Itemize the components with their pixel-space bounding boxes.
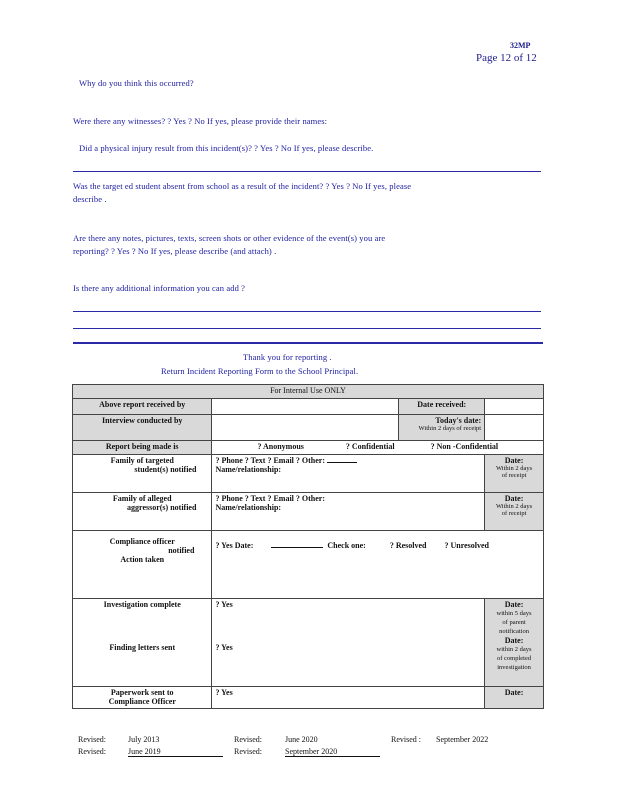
family-target-contact xyxy=(212,455,485,493)
form-code: 32MP xyxy=(510,41,531,50)
rev3-label: Revised: xyxy=(234,735,262,744)
receipt-note: of receipt xyxy=(501,472,527,479)
family-target-line2: student(s) notified xyxy=(134,465,197,474)
name-relationship-label: Name/relationship: xyxy=(215,465,282,474)
paperwork-yes[interactable]: ? Yes xyxy=(212,687,485,709)
investigation-label: Investigation complete xyxy=(103,600,181,609)
name-relationship-label: Name/relationship: xyxy=(215,503,282,512)
within-5-note: within 5 days xyxy=(496,610,532,617)
compliance-line3: Action taken xyxy=(120,555,165,564)
family-aggressor-label xyxy=(73,493,212,531)
question-evidence: Are there any notes, pictures, texts, screen shots or other evidence of the event(s) you are xyxy=(73,233,386,243)
interview-label: Interview conducted by xyxy=(73,415,212,441)
internal-use-header: For Internal Use ONLY xyxy=(73,385,544,399)
investigation-label-cell xyxy=(73,599,212,687)
question-absent-cont: describe . xyxy=(73,194,107,204)
interview-field[interactable] xyxy=(212,415,399,441)
contact-options[interactable]: ? Phone ? Text ? Email ? Other: xyxy=(215,456,325,465)
within-note: Within 2 days xyxy=(495,503,533,510)
date-label: Date: xyxy=(504,600,524,609)
compliance-date-field[interactable] xyxy=(271,547,323,548)
completed-note: of completed xyxy=(496,655,532,662)
receipt-note: of receipt xyxy=(501,510,527,517)
rev2-label: Revised: xyxy=(78,747,106,756)
investigation-date xyxy=(485,599,544,687)
todays-date-cell xyxy=(399,415,485,441)
paperwork-line2: Compliance Officer xyxy=(108,697,176,706)
received-by-field[interactable] xyxy=(212,399,399,415)
thanks-line: Thank you for reporting . xyxy=(243,352,332,362)
date-received-label: Date received: xyxy=(399,399,485,415)
rev1-date: July 2013 xyxy=(128,735,160,744)
of-parent-note: of parent xyxy=(502,619,526,626)
date-received-field[interactable] xyxy=(485,399,544,415)
question-why: Why do you think this occurred? xyxy=(79,78,194,88)
non-confidential-option[interactable]: ? Non -Confidential xyxy=(430,442,499,451)
date-label: Date: xyxy=(504,456,524,465)
family-target-date xyxy=(485,455,544,493)
report-type-options xyxy=(212,441,544,455)
investigation-fields xyxy=(212,599,485,687)
within-2-note: within 2 days xyxy=(496,646,532,653)
family-aggressor-line2: aggressor(s) notified xyxy=(127,503,197,512)
within-receipt-note: Within 2 days of receipt xyxy=(418,425,482,432)
investigation-note: investigation xyxy=(497,664,531,671)
todays-date-field[interactable] xyxy=(485,415,544,441)
family-target-label xyxy=(73,455,212,493)
rev5-label: Revised : xyxy=(391,735,421,744)
rev4-label: Revised: xyxy=(234,747,262,756)
rev1-label: Revised: xyxy=(78,735,106,744)
answer-line[interactable] xyxy=(73,328,541,329)
compliance-line2: notified xyxy=(168,546,195,555)
answer-line[interactable] xyxy=(73,342,543,344)
other-field[interactable] xyxy=(327,462,357,463)
return-instructions: Return Incident Reporting Form to the School Principal. xyxy=(161,366,359,376)
family-target-line1: Family of targeted xyxy=(110,456,174,465)
resolved-option[interactable]: ? Resolved xyxy=(389,541,427,550)
page-number: Page 12 of 12 xyxy=(476,52,537,64)
question-absent: Was the target ed student absent from school as a result of the incident? ? Yes ? No If yes, please xyxy=(73,181,412,191)
confidential-option[interactable]: ? Confidential xyxy=(345,442,395,451)
within-note: Within 2 days xyxy=(495,465,533,472)
rev3-date: June 2020 xyxy=(285,735,318,744)
rev5-date: September 2022 xyxy=(436,735,489,744)
report-made-label: Report being made is xyxy=(73,441,212,455)
family-aggressor-date xyxy=(485,493,544,531)
internal-use-table xyxy=(72,384,544,709)
unresolved-option[interactable]: ? Unresolved xyxy=(444,541,490,550)
received-by-label: Above report received by xyxy=(73,399,212,415)
family-aggressor-line1: Family of alleged xyxy=(112,494,172,503)
notification-note: notification xyxy=(499,628,530,635)
compliance-fields xyxy=(212,531,544,599)
compliance-line1: Compliance officer xyxy=(109,537,175,546)
question-witnesses: Were there any witnesses? ? Yes ? No If yes, please provide their names: xyxy=(73,116,328,126)
rev2-date: June 2019 xyxy=(128,747,223,757)
anonymous-option[interactable]: ? Anonymous xyxy=(257,442,304,451)
finding-letters-yes[interactable]: ? Yes xyxy=(215,643,233,652)
paperwork-label xyxy=(73,687,212,709)
date-label: Date: xyxy=(504,636,524,645)
finding-letters-label: Finding letters sent xyxy=(109,643,176,652)
todays-date-label: Today's date: xyxy=(435,416,482,425)
date-label: Date: xyxy=(504,494,524,503)
question-evidence-cont: reporting? ? Yes ? No If yes, please describe (and attach) . xyxy=(73,246,277,256)
compliance-label xyxy=(73,531,212,599)
family-aggressor-contact xyxy=(212,493,485,531)
answer-line[interactable] xyxy=(73,311,541,312)
question-injury: Did a physical injury result from this incident(s)? ? Yes ? No If yes, please describe. xyxy=(79,143,374,153)
rev4-date: September 2020 xyxy=(285,747,380,757)
question-additional: Is there any additional information you can add ? xyxy=(73,283,246,293)
answer-line[interactable] xyxy=(73,171,541,172)
contact-options[interactable]: ? Phone ? Text ? Email ? Other: xyxy=(215,494,325,503)
check-one-label: Check one: xyxy=(327,541,366,550)
paperwork-date: Date: xyxy=(485,687,544,709)
compliance-yes-date[interactable]: ? Yes Date: xyxy=(215,541,254,550)
paperwork-line1: Paperwork sent to xyxy=(110,688,174,697)
investigation-yes[interactable]: ? Yes xyxy=(215,600,233,609)
